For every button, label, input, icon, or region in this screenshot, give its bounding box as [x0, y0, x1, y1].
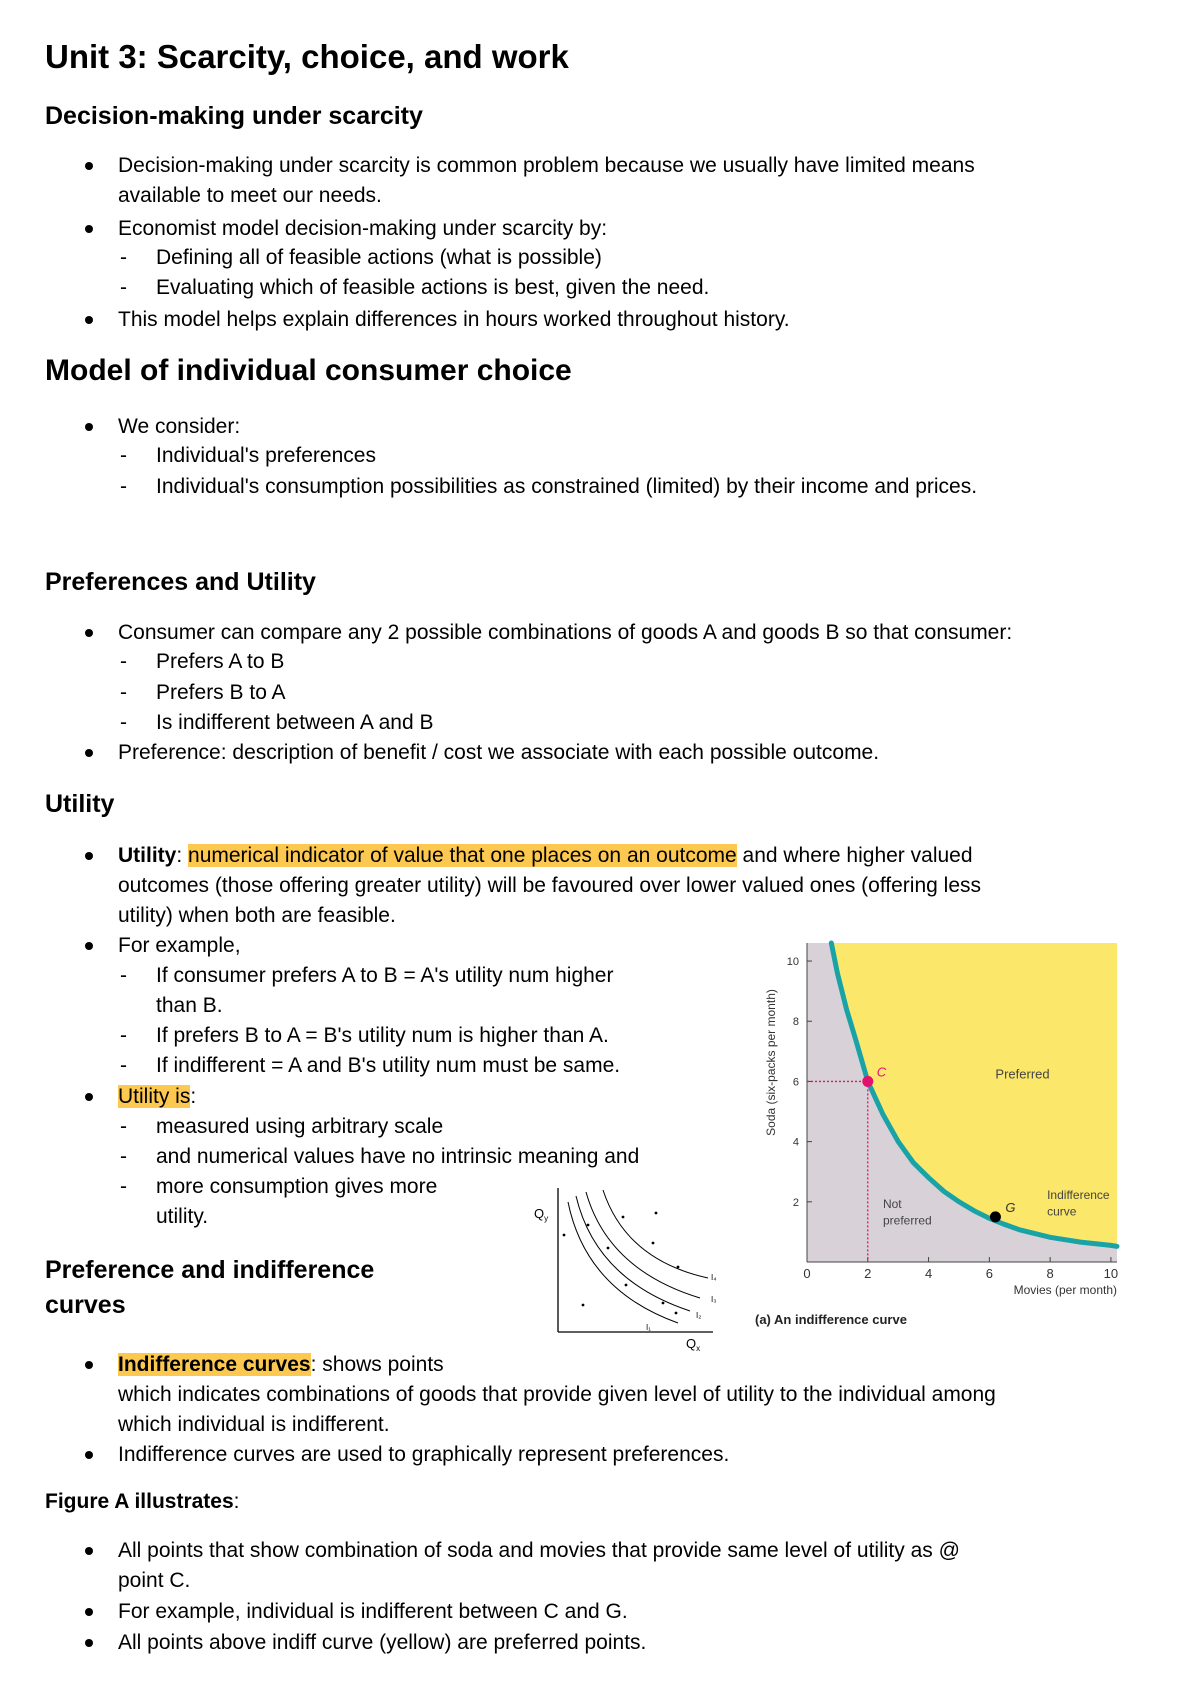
x-tick-label: 6 — [985, 1266, 993, 1281]
bullet — [85, 1608, 93, 1616]
text-line: Defining all of feasible actions (what is possible) — [156, 246, 602, 269]
dash-marker: - — [120, 1024, 127, 1047]
text-line: point C. — [118, 1569, 191, 1592]
text-line — [118, 1350, 444, 1380]
point-c-label: C — [876, 1064, 887, 1080]
heading-line: Preference and indifference — [45, 1256, 375, 1284]
bullet — [85, 852, 93, 860]
text-span: : — [190, 1085, 197, 1108]
sketch-dot — [677, 1266, 680, 1269]
bullet — [85, 225, 93, 233]
bullet — [85, 1361, 93, 1369]
text-line: All points that show combination of soda and movies that provide same level of utility as @ — [118, 1539, 960, 1562]
text-line: Prefers A to B — [156, 650, 285, 673]
text-line: Evaluating which of feasible actions is best, given the need. — [156, 276, 710, 299]
bullet — [85, 1547, 93, 1555]
section-heading-consumer-choice: Model of individual consumer choice — [45, 354, 572, 387]
curve-label: Indifference — [1047, 1187, 1110, 1202]
y-tick-label: 4 — [792, 1136, 799, 1149]
text-line: If consumer prefers A to B = A's utility num higher — [156, 964, 614, 987]
bullet — [85, 423, 93, 431]
y-tick-label: 6 — [792, 1076, 799, 1089]
sketch-curve-i1 — [568, 1202, 678, 1323]
x-axis-label: Movies (per month) — [1013, 1283, 1117, 1297]
dash-marker: - — [120, 964, 127, 987]
sketch-dot — [652, 1242, 655, 1245]
text-span: and where higher valued — [736, 844, 973, 867]
y-tick-label: 8 — [792, 1016, 799, 1029]
highlight-indifference-curves: Indifference curves — [118, 1353, 311, 1376]
y-axis-label: Soda (six-packs per month) — [764, 989, 778, 1136]
bullet — [85, 1639, 93, 1647]
sketch-y-label: $Q_y$ — [534, 1206, 549, 1223]
text-line: Is indifferent between A and B — [156, 711, 434, 734]
sketch-dot — [607, 1247, 610, 1250]
text-line: Indifference curves are used to graphically represent preferences. — [118, 1443, 730, 1466]
text-line: We consider: — [118, 415, 241, 438]
point-c — [862, 1076, 873, 1087]
dash-marker: - — [120, 1145, 127, 1168]
heading-text: Figure A illustrates — [45, 1490, 234, 1513]
sketch-dot — [563, 1234, 566, 1237]
sketch-curve-i3 — [586, 1192, 700, 1298]
dash-marker: - — [120, 711, 127, 734]
sketch-dot — [587, 1224, 590, 1227]
sketch-dot — [662, 1302, 665, 1305]
sketch-dot — [625, 1284, 628, 1287]
x-tick-label: 4 — [924, 1266, 933, 1281]
text-line: Prefers B to A — [156, 681, 286, 704]
sketch-label-i4: I₄ — [711, 1273, 717, 1282]
sketch-label-i2: I₂ — [696, 1311, 702, 1320]
text-line: which individual is indifferent. — [118, 1413, 390, 1436]
not-preferred-label: Not — [882, 1196, 902, 1211]
sketch-curve-i4 — [603, 1190, 708, 1278]
x-tick-label: 2 — [864, 1266, 872, 1281]
preferred-label: Preferred — [995, 1066, 1050, 1082]
text-line: measured using arbitrary scale — [156, 1115, 444, 1138]
text-line: more consumption gives more — [156, 1175, 438, 1198]
text-line — [118, 841, 973, 871]
text-span: : — [176, 844, 189, 867]
indifference-curve-chart — [755, 935, 1195, 1335]
text-line: For example, individual is indifferent between C and G. — [118, 1600, 628, 1623]
x-tick-label: 8 — [1046, 1266, 1054, 1281]
indifference-map-sketch — [528, 1180, 728, 1355]
point-g-label: G — [1005, 1199, 1016, 1215]
point-g — [990, 1211, 1001, 1222]
text-line: Individual's preferences — [156, 444, 376, 467]
sketch-curve-i2 — [576, 1196, 690, 1311]
page-title: Unit 3: Scarcity, choice, and work — [45, 38, 569, 75]
dash-marker: - — [120, 1115, 127, 1138]
sketch-label-i3: I₃ — [711, 1295, 717, 1304]
bullet — [85, 162, 93, 170]
text-line: For example, — [118, 934, 241, 957]
text-line: This model helps explain differences in hours worked throughout history. — [118, 308, 790, 331]
text-line: All points above indiff curve (yellow) are preferred points. — [118, 1631, 647, 1654]
curve-label: curve — [1047, 1204, 1077, 1219]
text-line: Consumer can compare any 2 possible combinations of goods A and goods B so that consumer: — [118, 621, 1013, 644]
bullet — [85, 629, 93, 637]
bullet — [85, 1451, 93, 1459]
section-heading-utility: Utility — [45, 790, 115, 818]
sketch-dot — [622, 1216, 625, 1219]
text-line: than B. — [156, 994, 223, 1017]
dash-marker: - — [120, 276, 127, 299]
term-utility: Utility — [118, 844, 177, 867]
bullet — [85, 1093, 93, 1101]
sketch-label-i1: I₁ — [646, 1323, 651, 1332]
text-line: utility) when both are feasible. — [118, 904, 396, 927]
text-line: Individual's consumption possibilities as constrained (limited) by their income and prices. — [156, 475, 978, 498]
section-heading-preferences-utility: Preferences and Utility — [45, 568, 316, 596]
section-heading-scarcity: Decision-making under scarcity — [45, 102, 423, 130]
dash-marker: - — [120, 1054, 127, 1077]
dash-marker: - — [120, 444, 127, 467]
text-line: If indifferent = A and B's utility num must be same. — [156, 1054, 621, 1077]
dash-marker: - — [120, 475, 127, 498]
x-tick-label: 0 — [803, 1266, 811, 1281]
highlight-utility-is: Utility is — [118, 1085, 191, 1108]
highlight-definition: numerical indicator of value that one places on an outcome — [188, 844, 737, 867]
text-line: Economist model decision-making under scarcity by: — [118, 217, 608, 240]
y-tick-label: 10 — [786, 956, 799, 969]
bullet — [85, 316, 93, 324]
text-line: If prefers B to A = B's utility num is higher than A. — [156, 1024, 609, 1047]
text-line: and numerical values have no intrinsic meaning and — [156, 1145, 640, 1168]
text-span: : — [233, 1490, 240, 1513]
text-line: Decision-making under scarcity is common problem because we usually have limited means — [118, 154, 975, 177]
y-tick-label: 2 — [792, 1196, 799, 1209]
text-line: utility. — [156, 1205, 209, 1228]
text-line: which indicates combinations of goods that provide given level of utility to the individual among — [118, 1383, 996, 1406]
heading-line: curves — [45, 1291, 126, 1319]
bullet — [85, 749, 93, 757]
text-line: Preference: description of benefit / cost we associate with each possible outcome. — [118, 741, 880, 764]
sketch-x-label: $Q_x$ — [686, 1336, 701, 1353]
bullet — [85, 942, 93, 950]
text-line: outcomes (those offering greater utility) will be favoured over lower valued ones (offering less — [118, 874, 981, 897]
sketch-dot — [675, 1312, 678, 1315]
dash-marker: - — [120, 650, 127, 673]
dash-marker: - — [120, 1175, 127, 1198]
chart-title: (a) An indifference curve — [755, 1312, 907, 1327]
dash-marker: - — [120, 681, 127, 704]
text-line — [118, 1082, 196, 1112]
text-line: available to meet our needs. — [118, 184, 382, 207]
not-preferred-label: preferred — [882, 1213, 932, 1228]
sketch-dot — [582, 1304, 585, 1307]
sketch-dot — [655, 1212, 658, 1215]
x-tick-label: 10 — [1103, 1266, 1119, 1281]
section-heading-indifference-curves — [45, 1253, 374, 1323]
dash-marker: - — [120, 246, 127, 269]
section-heading-figure-a — [45, 1487, 240, 1517]
text-span: : shows points — [310, 1353, 444, 1376]
